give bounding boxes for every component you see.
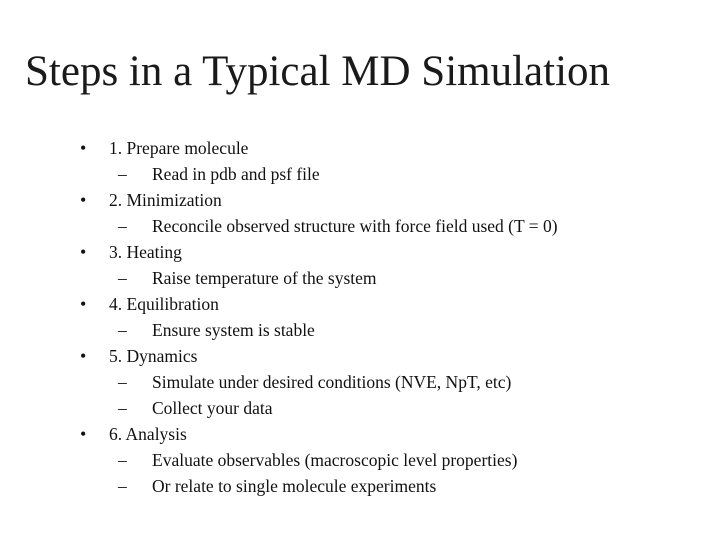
sub-item-text: Read in pdb and psf file: [152, 164, 320, 184]
dash-mark: –: [118, 372, 127, 392]
sub-item: [0, 213, 720, 239]
sub-item: [0, 447, 720, 473]
step-item: [0, 343, 720, 369]
step-item: [0, 421, 720, 447]
dash-mark: –: [118, 398, 127, 418]
step-label: 1. Prepare molecule: [109, 138, 249, 158]
sub-item-text: Raise temperature of the system: [152, 268, 377, 288]
sub-item: [0, 395, 720, 421]
sub-item: [0, 317, 720, 343]
dash-mark: –: [118, 268, 127, 288]
sub-item-text: Evaluate observables (macroscopic level properties): [152, 450, 518, 470]
step-label: 6. Analysis: [109, 424, 187, 444]
bullet-mark: •: [80, 138, 87, 158]
dash-mark: –: [118, 476, 127, 496]
sub-item: [0, 473, 720, 499]
sub-item-text: Reconcile observed structure with force field used (T = 0): [152, 216, 558, 236]
dash-mark: –: [118, 216, 127, 236]
bullet-mark: •: [80, 424, 87, 444]
sub-item-text: Ensure system is stable: [152, 320, 315, 340]
bullet-mark: •: [80, 294, 87, 314]
step-item: [0, 187, 720, 213]
step-item: [0, 291, 720, 317]
step-label: 3. Heating: [109, 242, 182, 262]
sub-item-text: Collect your data: [152, 398, 273, 418]
step-label: 4. Equilibration: [109, 294, 219, 314]
step-label: 5. Dynamics: [109, 346, 198, 366]
dash-mark: –: [118, 450, 127, 470]
step-item: [0, 239, 720, 265]
slide-title: Steps in a Typical MD Simulation: [25, 48, 611, 95]
sub-item: [0, 161, 720, 187]
step-label: 2. Minimization: [109, 190, 222, 210]
step-item: [0, 135, 720, 161]
bullet-mark: •: [80, 346, 87, 366]
sub-item-text: Or relate to single molecule experiments: [152, 476, 437, 496]
step-list: [0, 135, 720, 499]
bullet-mark: •: [80, 190, 87, 210]
sub-item-text: Simulate under desired conditions (NVE, NpT, etc): [152, 372, 512, 392]
dash-mark: –: [118, 320, 127, 340]
sub-item: [0, 265, 720, 291]
bullet-mark: •: [80, 242, 87, 262]
sub-item: [0, 369, 720, 395]
dash-mark: –: [118, 164, 127, 184]
